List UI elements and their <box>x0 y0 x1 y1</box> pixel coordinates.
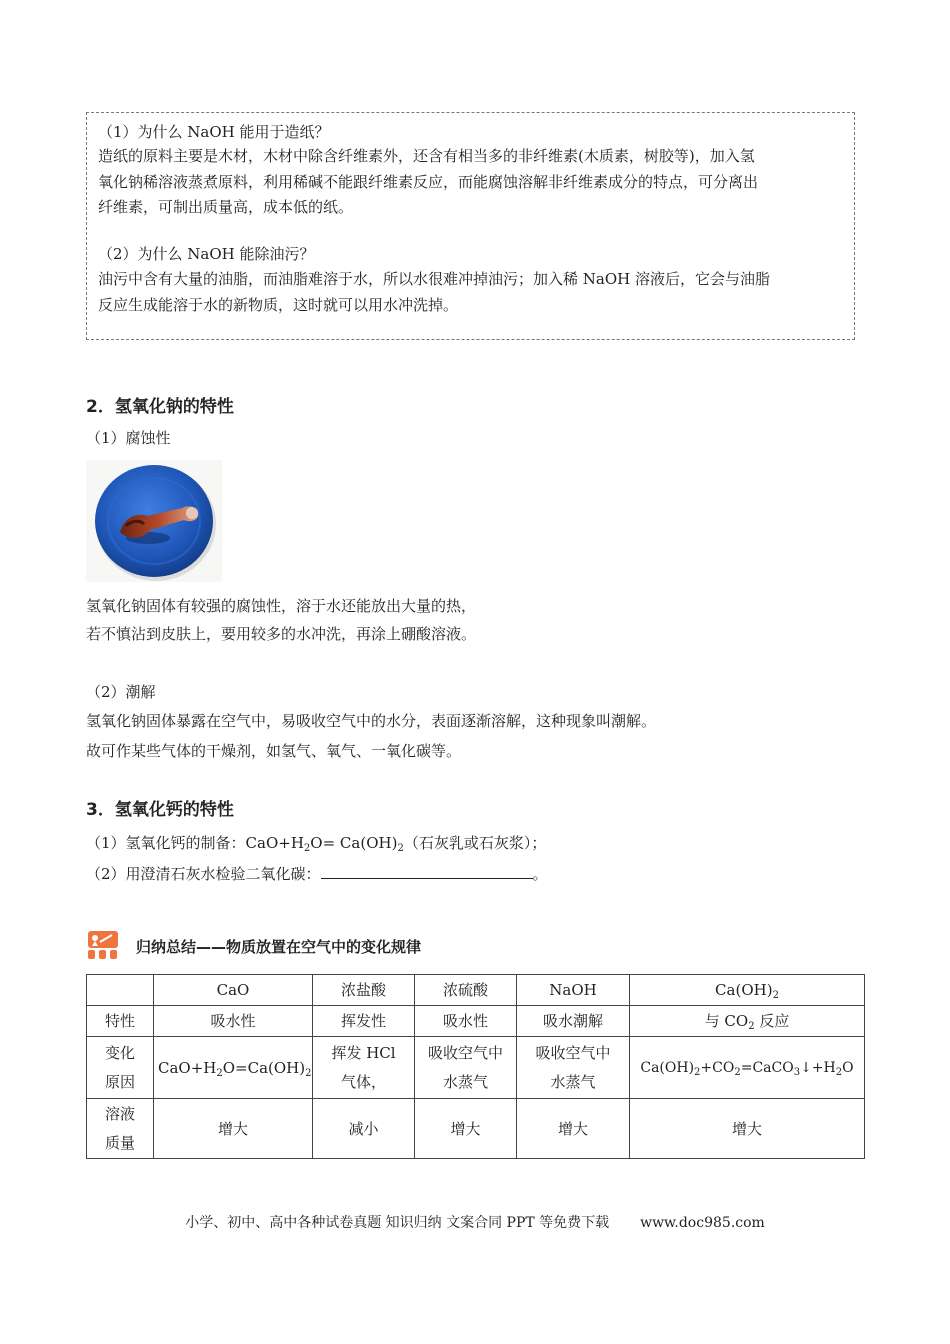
table-cell: 挥发性 <box>313 1006 415 1037</box>
table-header-caoh2: $Ca(OH)_2$ <box>630 975 865 1006</box>
table-cell: 减小 <box>313 1099 415 1159</box>
table-header-naoh: NaOH <box>517 975 630 1006</box>
note-answer-1-line-2: 氧化钠稀溶液蒸煮原料，利用稀碱不能跟纤维素反应，而能腐蚀溶解非纤维素成分的特点，可分离出 <box>98 173 759 191</box>
deliquescence-text-line-2: 故可作某些气体的干燥剂，如氢气、氧气、一氧化碳等。 <box>86 742 462 760</box>
deliquescence-text-line-1: 氢氧化钠固体暴露在空气中，易吸收空气中的水分，表面逐渐溶解，这种现象叫潮解。 <box>86 712 657 730</box>
corroded-bone-plate-image <box>86 460 222 582</box>
table-cell: 增大 <box>154 1099 313 1159</box>
table-header-cao: CaO <box>154 975 313 1006</box>
deliquescence-subtitle: （2）潮解 <box>86 683 156 701</box>
table-cell: $Ca(OH)_2+CO_2=CaCO_3↓+H_2O$ <box>630 1037 865 1099</box>
table-header-row <box>87 975 865 1006</box>
table-cell: 吸收空气中 水蒸气 <box>415 1037 517 1099</box>
table-cell: 吸水潮解 <box>517 1006 630 1037</box>
section-2-title: 2．氢氧化钠的特性 <box>86 397 234 417</box>
table-header-hcl: 浓盐酸 <box>313 975 415 1006</box>
table-cell: 增大 <box>517 1099 630 1159</box>
summary-title: 归纳总结——物质放置在空气中的变化规律 <box>136 938 422 956</box>
note-answer-1-line-3: 纤维素，可制出质量高，成本低的纸。 <box>98 198 354 216</box>
corrosion-subtitle: （1）腐蚀性 <box>86 429 171 447</box>
table-row-property <box>87 1006 865 1037</box>
table-cell: 挥发 HCl 气体， <box>313 1037 415 1099</box>
table-row-label: 变化 原因 <box>87 1037 154 1099</box>
co2-test-question: （2）用澄清石灰水检验二氧化碳： 。 <box>86 862 548 884</box>
table-cell: 增大 <box>415 1099 517 1159</box>
table-cell: 吸收空气中 水蒸气 <box>517 1037 630 1099</box>
footer-link[interactable]: www.doc985.com <box>640 1215 765 1231</box>
footer-text: 小学、初中、高中各种试卷真题 知识归纳 文案合同 PPT 等免费下载 <box>185 1215 610 1231</box>
note-answer-1-line-1: 造纸的原料主要是木材，木材中除含纤维素外，还含有相当多的非纤维素(木质素，树胶等)，加入氢 <box>98 147 755 165</box>
corrosion-text-line-2: 若不慎沾到皮肤上，要用较多的水冲洗，再涂上硼酸溶液。 <box>86 625 477 643</box>
table-header-h2so4: 浓硫酸 <box>415 975 517 1006</box>
table-cell: 吸水性 <box>415 1006 517 1037</box>
section-3-title: 3．氢氧化钙的特性 <box>86 800 234 820</box>
table-row-cause <box>87 1037 865 1099</box>
note-answer-2-line-1: 油污中含有大量的油脂，而油脂难溶于水，所以水很难冲掉油污；加入稀 NaOH 溶液后，它会与油脂 <box>98 270 770 288</box>
table-row-label: 特性 <box>87 1006 154 1037</box>
answer-blank[interactable] <box>321 862 533 879</box>
table-cell: $CaO+H_2O=Ca(OH)_2$ <box>154 1037 313 1099</box>
note-answer-2-line-2: 反应生成能溶于水的新物质，这时就可以用水冲洗掉。 <box>98 296 459 314</box>
table-cell: 与 $CO_2$ 反应 <box>630 1006 865 1037</box>
page-footer <box>0 1212 950 1232</box>
corrosion-text-line-1: 氢氧化钠固体有较强的腐蚀性，溶于水还能放出大量的热， <box>86 597 477 615</box>
note-question-1: （1）为什么 NaOH 能用于造纸？ <box>98 123 330 141</box>
note-question-2: （2）为什么 NaOH 能除油污？ <box>98 245 315 263</box>
table-cell: 增大 <box>630 1099 865 1159</box>
table-cell <box>87 975 154 1006</box>
table-cell: 吸水性 <box>154 1006 313 1037</box>
summary-table <box>86 974 865 1159</box>
calcium-hydroxide-preparation: （1）氢氧化钙的制备：$CaO+H_2O= Ca(OH)_2$（石灰乳或石灰浆）； <box>86 834 547 854</box>
table-row-mass <box>87 1099 865 1159</box>
plate-illustration <box>86 460 222 582</box>
teacher-board-icon <box>86 930 120 960</box>
table-row-label: 溶液 质量 <box>87 1099 154 1159</box>
